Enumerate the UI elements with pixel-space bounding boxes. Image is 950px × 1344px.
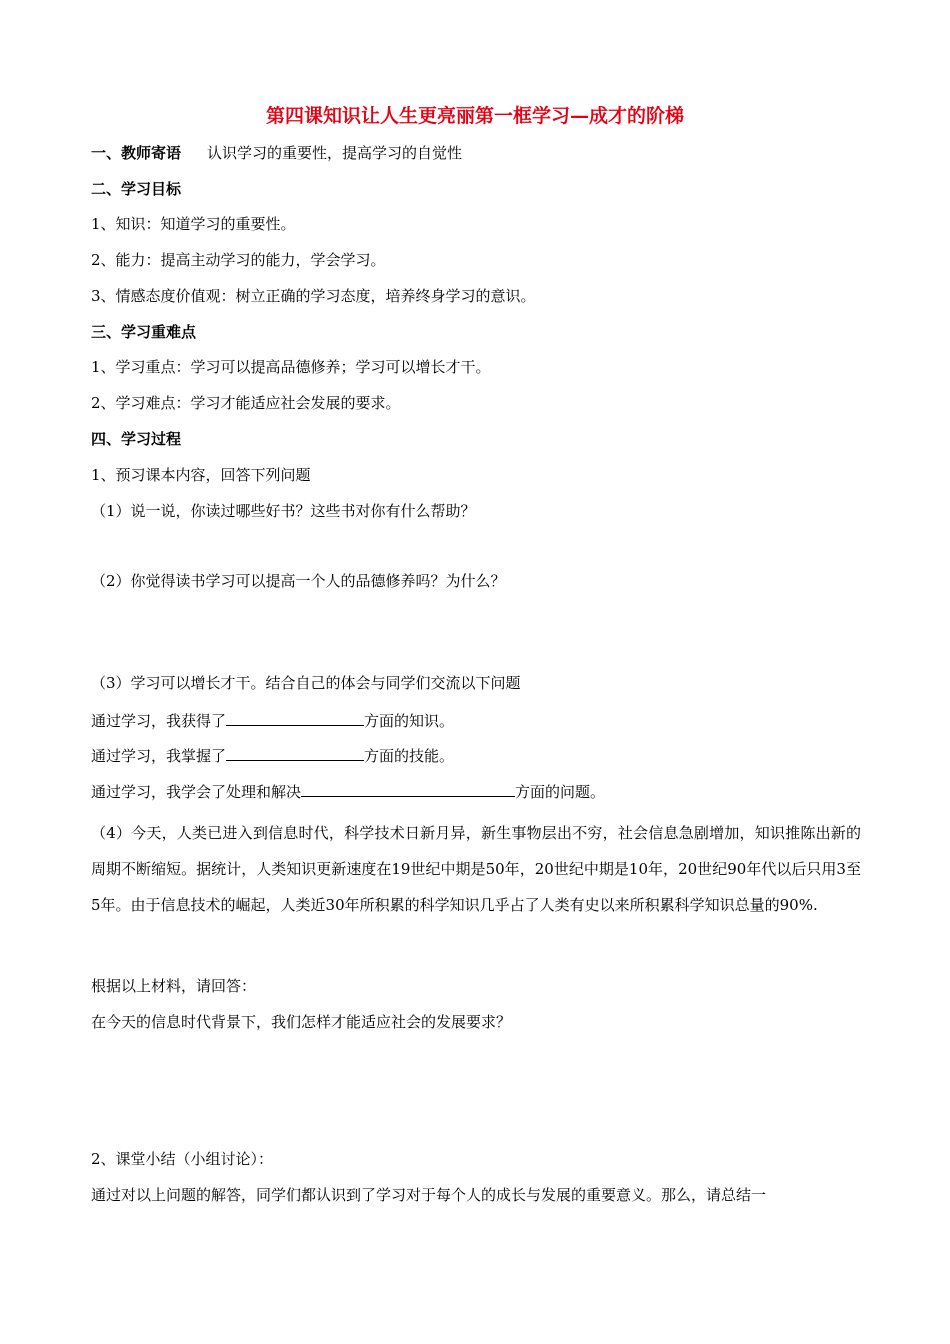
section-heading: 一、教师寄语 — [91, 144, 182, 162]
question: （1）说一说，你读过哪些好书？这些书对你有什么帮助？ — [91, 502, 476, 520]
summary-text: 通过对以上问题的解答，同学们都认识到了学习对于每个人的成长与发展的重要意义。那么，请总结一 — [91, 1186, 767, 1204]
fill-suffix: 方面的知识。 — [364, 712, 455, 730]
answer-blank[interactable] — [226, 709, 364, 726]
fill-suffix: 方面的问题。 — [515, 783, 606, 801]
teacher-message-text: 认识学习的重要性，提高学习的自觉性 — [207, 144, 463, 162]
answer-blank[interactable] — [301, 780, 515, 797]
fill-prefix: 通过学习，我获得了 — [91, 712, 227, 730]
section-heading: 四、学习过程 — [91, 430, 182, 448]
question: （2）你觉得读书学习可以提高一个人的品德修养吗？为什么？ — [91, 572, 506, 590]
list-item: 3、情感态度价值观：树立正确的学习态度，培养终身学习的意识。 — [91, 287, 536, 305]
prompt-text: 根据以上材料，请回答： — [91, 977, 257, 995]
reading-material: （4）今天，人类已进入到信息时代，科学技术日新月异，新生事物层出不穷，社会信息急剧增加，知识推陈出新的周期不断缩短。据统计，人类知识更新速度在19世纪中期是50年，20世纪中期是10年，20世纪90年代以后只用3至5年。由于信息技术的崛起，人类近30年所积累的科学知识几乎占了人类有史以来所积累科学知识总量的90%. — [91, 824, 861, 914]
fill-suffix: 方面的技能。 — [364, 747, 455, 765]
fill-in-line — [91, 709, 454, 731]
process-step: 1、预习课本内容，回答下列问题 — [91, 466, 311, 484]
fill-in-line — [91, 744, 454, 766]
document-title: 第四课知识让人生更亮丽第一框学习—成才的阶梯 — [265, 105, 684, 127]
list-item: 1、知识：知道学习的重要性。 — [91, 215, 296, 233]
list-item: 2、能力：提高主动学习的能力，学会学习。 — [91, 251, 386, 269]
process-step: 2、课堂小结（小组讨论）： — [91, 1150, 274, 1168]
fill-prefix: 通过学习，我学会了处理和解决 — [91, 783, 302, 801]
fill-in-line — [91, 780, 605, 802]
section-teacher-message — [91, 143, 462, 163]
question: （3）学习可以增长才干。结合自己的体会与同学们交流以下问题 — [91, 674, 521, 692]
section-heading: 二、学习目标 — [91, 180, 182, 198]
list-item: 1、学习重点：学习可以提高品德修养；学习可以增长才干。 — [91, 358, 491, 376]
answer-blank[interactable] — [226, 744, 364, 761]
section-heading: 三、学习重难点 — [91, 323, 197, 341]
fill-prefix: 通过学习，我掌握了 — [91, 747, 227, 765]
list-item: 2、学习难点：学习才能适应社会发展的要求。 — [91, 394, 401, 412]
question: 在今天的信息时代背景下，我们怎样才能适应社会的发展要求？ — [91, 1013, 512, 1031]
